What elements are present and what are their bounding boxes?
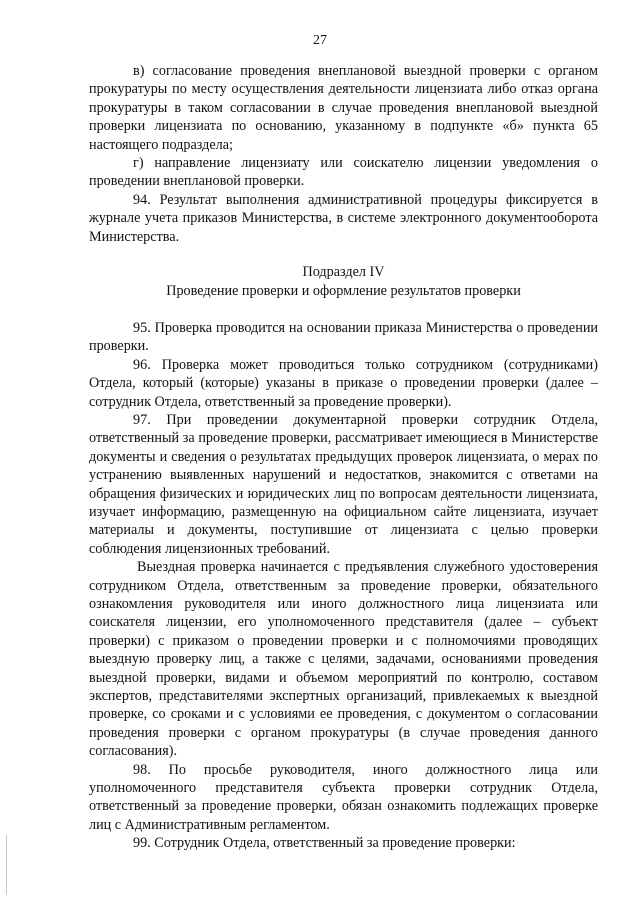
paragraph-97-onsite: Выездная проверка начинается с предъявления служебного удостоверения сотрудником Отдела, ответственным за проведение проверки, обязательного ознакомления руководителя или иного должностного лица лицензиата или соискателя лицензии, его уполномоченного представителя (далее – субъект проверки) с приказом о проведении проверки и с полномочиями проводящих выездную проверку лиц, а также с целями, задачами, основаниями проведения выездной проверки, видами и объемом мероприятий по контролю, составом экспертов, представителями экспертных организаций, привлекаемых к выездной проверке, со сроками и с условиями ее проведения, с документом о согласовании проведения проверки с органом прокуратуры (в случае проведения данного согласования). — [89, 559, 598, 760]
paragraph-96: 96. Проверка может проводиться только сотрудником (сотрудниками) Отдела, который (которые) указаны в приказе о проведении проверки (далее – сотрудник Отдела, ответственный за проведение проверки). — [89, 356, 598, 410]
paragraph-95: 95. Проверка проводится на основании приказа Министерства о проведении проверки. — [89, 319, 598, 355]
paragraph-93-item-g: г) направление лицензиату или соискателю лицензии уведомления о проведении внеплановой проверки. — [89, 155, 598, 190]
subsection-heading: Подраздел IV — [302, 264, 385, 281]
page-number: 27 — [313, 33, 327, 48]
subsection-header — [89, 263, 598, 301]
paragraph-98: 98. По просьбе руководителя, иного должностного лица или уполномоченного представителя субъекта проверки сотрудник Отдела, ответственный за проведение проверки, обязан ознакомить подлежащих проверке лиц с Административным регламентом. — [89, 761, 598, 833]
paragraph-97: 97. При проведении документарной проверки сотрудник Отдела, ответственный за проведение проверки, рассматривает имеющиеся в Министерстве документы и сведения о результатах предыдущих проверок лицензиата, о мерах по устранению выявленных нарушений и недостатков, знакомится с ответами на обращения физических и юридических лиц по вопросам деятельности лицензиата, изучает информацию, размещенную на официальном сайте лицензиата, изучает материалы и документы, поступившие от лицензиата с целью проверки соблюдения лицензионных требований. — [89, 411, 598, 557]
document-body — [89, 62, 598, 853]
paragraph-93-item-v: в) согласование проведения внеплановой выездной проверки с органом прокуратуры по месту осуществления деятельности лицензиата либо отказ органа прокуратуры в таком согласовании в случае проведения внеплановой выездной проверки лицензиата по основанию, указанному в подпункте «б» пункта 65 настоящего подраздела; — [89, 63, 598, 153]
subsection-title: Проведение проверки и оформление результатов проверки — [166, 283, 521, 300]
paragraph-99: 99. Сотрудник Отдела, ответственный за проведение проверки: — [133, 835, 516, 852]
scan-margin-line — [6, 835, 7, 895]
paragraph-94: 94. Результат выполнения административной процедуры фиксируется в журнале учета приказов Министерства, в системе электронного документооборота Министерства. — [89, 191, 598, 245]
